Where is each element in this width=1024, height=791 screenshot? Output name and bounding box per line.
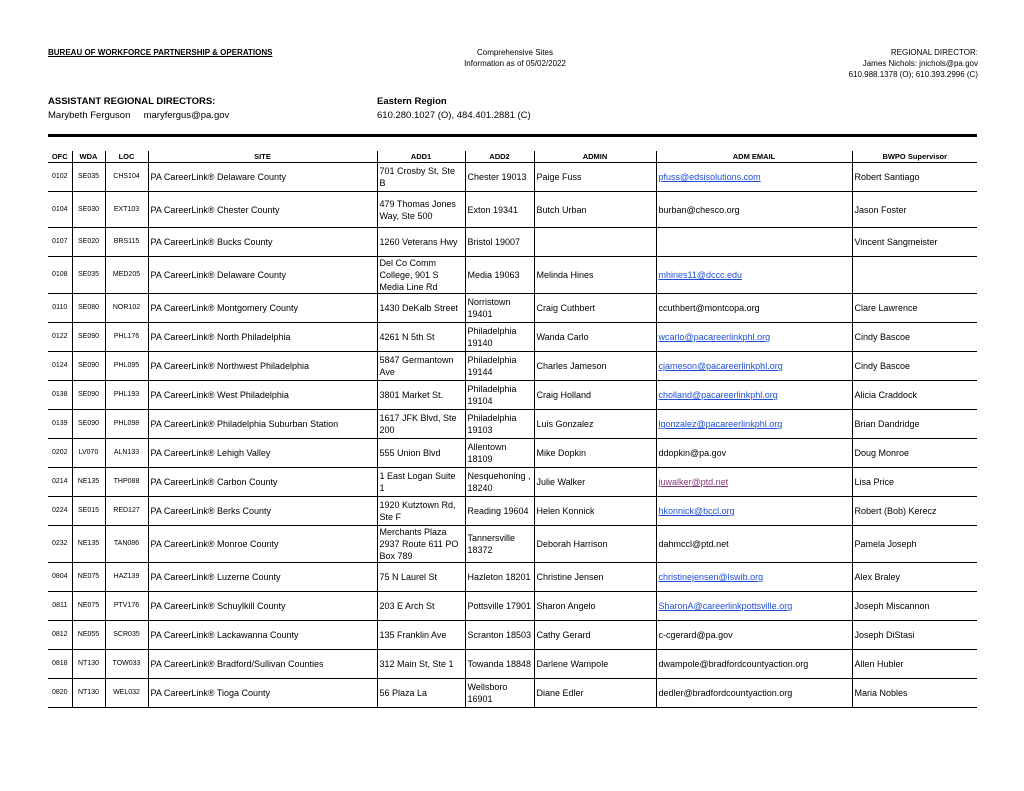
- assistant-directors-block: [48, 95, 229, 123]
- cell-email: ddopkin@pa.gov: [656, 439, 852, 468]
- cell-admin: Deborah Harrison: [534, 526, 656, 563]
- cell-loc: PHL176: [105, 323, 148, 352]
- cell-loc: THP088: [105, 468, 148, 497]
- cell-add1: 56 Plaza La: [377, 679, 465, 708]
- cell-add2: Tannersville 18372: [465, 526, 534, 563]
- cell-add1: 4261 N 5th St: [377, 323, 465, 352]
- cell-email[interactable]: cjameson@pacareerlinkphl.org: [656, 352, 852, 381]
- table-row: [48, 650, 977, 679]
- cell-add2: Norristown 19401: [465, 294, 534, 323]
- cell-supervisor: Pamela Joseph: [852, 526, 977, 563]
- table-row: [48, 563, 977, 592]
- table-row: [48, 323, 977, 352]
- cell-add1: 203 E Arch St: [377, 592, 465, 621]
- table-row: [48, 352, 977, 381]
- cell-site: PA CareerLink® Delaware County: [148, 163, 377, 192]
- cell-add2: Bristol 19007: [465, 228, 534, 257]
- bureau-title: BUREAU OF WORKFORCE PARTNERSHIP & OPERATIONS: [48, 48, 273, 57]
- cell-ofc: 0804: [48, 563, 72, 592]
- cell-ofc: 0108: [48, 257, 72, 294]
- cell-add1: 1 East Logan Suite 1: [377, 468, 465, 497]
- cell-loc: RED127: [105, 497, 148, 526]
- cell-supervisor: Robert Santiago: [852, 163, 977, 192]
- cell-supervisor: Alicia Craddock: [852, 381, 977, 410]
- cell-add1: 1260 Veterans Hwy: [377, 228, 465, 257]
- cell-supervisor: Brian Dandridge: [852, 410, 977, 439]
- cell-site: PA CareerLink® Montgomery County: [148, 294, 377, 323]
- column-header-wda: WDA: [72, 151, 105, 163]
- cell-add2: Reading 19604: [465, 497, 534, 526]
- cell-add2: Media 19063: [465, 257, 534, 294]
- cell-ofc: 0104: [48, 192, 72, 228]
- cell-admin: Craig Cuthbert: [534, 294, 656, 323]
- cell-add1: 75 N Laurel St: [377, 563, 465, 592]
- cell-site: PA CareerLink® North Philadelphia: [148, 323, 377, 352]
- cell-supervisor: Clare Lawrence: [852, 294, 977, 323]
- assistant-director-name: Marybeth Ferguson: [48, 110, 131, 121]
- cell-add1: 701 Crosby St, Ste B: [377, 163, 465, 192]
- cell-site: PA CareerLink® Bradford/Sullivan Counties: [148, 650, 377, 679]
- cell-add2: Scranton 18503: [465, 621, 534, 650]
- regional-director-phone: 610.988.1378 (O); 610.393.2996 (C): [848, 70, 978, 79]
- cell-supervisor: Maria Nobles: [852, 679, 977, 708]
- cell-loc: PTV176: [105, 592, 148, 621]
- cell-ofc: 0122: [48, 323, 72, 352]
- table-row: [48, 294, 977, 323]
- cell-email: c-cgerard@pa.gov: [656, 621, 852, 650]
- cell-ofc: 0138: [48, 381, 72, 410]
- cell-admin: Craig Holland: [534, 381, 656, 410]
- column-header-admin: ADMIN: [534, 151, 656, 163]
- cell-site: PA CareerLink® Delaware County: [148, 257, 377, 294]
- cell-email[interactable]: SharonA@careerlinkpottsville.org: [656, 592, 852, 621]
- cell-admin: Sharon Angelo: [534, 592, 656, 621]
- cell-site: PA CareerLink® Lackawanna County: [148, 621, 377, 650]
- column-header-add2: ADD2: [465, 151, 534, 163]
- table-row: [48, 679, 977, 708]
- cell-loc: BRS115: [105, 228, 148, 257]
- column-header-ofc: OFC: [48, 151, 72, 163]
- cell-wda: NE075: [72, 563, 105, 592]
- table-row: [48, 526, 977, 563]
- cell-add2: Chester 19013: [465, 163, 534, 192]
- cell-loc: TAN086: [105, 526, 148, 563]
- cell-email: ccuthbert@montcopa.org: [656, 294, 852, 323]
- cell-admin: Diane Edler: [534, 679, 656, 708]
- cell-supervisor: Jason Foster: [852, 192, 977, 228]
- cell-site: PA CareerLink® Berks County: [148, 497, 377, 526]
- regional-director-name: James Nichols: jnichols@pa.gov: [862, 59, 978, 68]
- table-row: [48, 497, 977, 526]
- cell-add2: Wellsboro 16901: [465, 679, 534, 708]
- cell-loc: ALN133: [105, 439, 148, 468]
- table-row: [48, 228, 977, 257]
- cell-admin: Julie Walker: [534, 468, 656, 497]
- cell-site: PA CareerLink® Monroe County: [148, 526, 377, 563]
- cell-email: burban@chesco.org: [656, 192, 852, 228]
- cell-admin: Christine Jensen: [534, 563, 656, 592]
- cell-wda: SE030: [72, 192, 105, 228]
- cell-ofc: 0224: [48, 497, 72, 526]
- region-phone: 610.280.1027 (O), 484.401.2881 (C): [377, 110, 531, 121]
- column-header-add1: ADD1: [377, 151, 465, 163]
- assistant-director-email: maryfergus@pa.gov: [143, 110, 230, 121]
- cell-loc: WEL032: [105, 679, 148, 708]
- region-title: Eastern Region: [377, 96, 447, 107]
- cell-add2: Exton 19341: [465, 192, 534, 228]
- cell-supervisor: Lisa Price: [852, 468, 977, 497]
- cell-wda: SE035: [72, 257, 105, 294]
- cell-wda: SE090: [72, 381, 105, 410]
- cell-loc: SCR035: [105, 621, 148, 650]
- cell-supervisor: Joseph Miscannon: [852, 592, 977, 621]
- cell-email[interactable]: mhines11@dccc.edu: [656, 257, 852, 294]
- column-header-supervisor: BWPO Supervisor: [852, 151, 977, 163]
- cell-wda: NE135: [72, 468, 105, 497]
- cell-admin: Helen Konnick: [534, 497, 656, 526]
- cell-add1: Del Co Comm College, 901 S Media Line Rd: [377, 257, 465, 294]
- cell-email[interactable]: wcarlo@pacareerlinkphl.org: [656, 323, 852, 352]
- header-divider: [48, 134, 977, 137]
- cell-email: dwampole@bradfordcountyaction.org: [656, 650, 852, 679]
- column-header-adm-email: ADM EMAIL: [656, 151, 852, 163]
- cell-site: PA CareerLink® Schuylkill County: [148, 592, 377, 621]
- cell-loc: TOW033: [105, 650, 148, 679]
- cell-site: PA CareerLink® Chester County: [148, 192, 377, 228]
- cell-email: dedler@bradfordcountyaction.org: [656, 679, 852, 708]
- cell-admin: Luis Gonzalez: [534, 410, 656, 439]
- cell-supervisor: Cindy Bascoe: [852, 323, 977, 352]
- cell-email: dahmccl@ptd.net: [656, 526, 852, 563]
- cell-add1: 555 Union Blvd: [377, 439, 465, 468]
- cell-add1: 1920 Kutztown Rd, Ste F: [377, 497, 465, 526]
- cell-ofc: 0139: [48, 410, 72, 439]
- cell-wda: SE080: [72, 294, 105, 323]
- cell-ofc: 0811: [48, 592, 72, 621]
- cell-ofc: 0202: [48, 439, 72, 468]
- cell-wda: SE090: [72, 323, 105, 352]
- cell-email[interactable]: lgonzalez@pacareerlinkphl.org: [656, 410, 852, 439]
- cell-loc: PHL193: [105, 381, 148, 410]
- cell-site: PA CareerLink® West Philadelphia: [148, 381, 377, 410]
- cell-wda: NT130: [72, 650, 105, 679]
- report-date: Information as of 05/02/2022: [464, 59, 566, 68]
- cell-site: PA CareerLink® Philadelphia Suburban Station: [148, 410, 377, 439]
- column-header-site: SITE: [148, 151, 377, 163]
- cell-email[interactable]: cholland@pacareerlinkphl.org: [656, 381, 852, 410]
- cell-email[interactable]: juwalker@ptd.net: [656, 468, 852, 497]
- cell-add2: Philadelphia 19104: [465, 381, 534, 410]
- assistant-directors-title: ASSISTANT REGIONAL DIRECTORS:: [48, 96, 216, 107]
- cell-add1: 1617 JFK Blvd, Ste 200: [377, 410, 465, 439]
- cell-admin: Butch Urban: [534, 192, 656, 228]
- cell-supervisor: Doug Monroe: [852, 439, 977, 468]
- report-title-line1: Comprehensive Sites: [476, 48, 554, 57]
- cell-ofc: 0102: [48, 163, 72, 192]
- cell-wda: NE135: [72, 526, 105, 563]
- cell-admin: [534, 228, 656, 257]
- cell-wda: NT130: [72, 679, 105, 708]
- cell-supervisor: Robert (Bob) Kerecz: [852, 497, 977, 526]
- cell-supervisor: Vincent Sangmeister: [852, 228, 977, 257]
- cell-supervisor: [852, 257, 977, 294]
- cell-add2: Nesquehoning , 18240: [465, 468, 534, 497]
- table-row: [48, 410, 977, 439]
- cell-wda: NE075: [72, 592, 105, 621]
- cell-add1: 135 Franklin Ave: [377, 621, 465, 650]
- cell-ofc: 0110: [48, 294, 72, 323]
- table-row: [48, 592, 977, 621]
- cell-admin: Charles Jameson: [534, 352, 656, 381]
- cell-ofc: 0232: [48, 526, 72, 563]
- cell-wda: SE035: [72, 163, 105, 192]
- cell-ofc: 0812: [48, 621, 72, 650]
- sites-table: [48, 151, 977, 708]
- cell-wda: SE015: [72, 497, 105, 526]
- cell-admin: Wanda Carlo: [534, 323, 656, 352]
- cell-loc: EXT103: [105, 192, 148, 228]
- cell-admin: Mike Dopkin: [534, 439, 656, 468]
- regional-director-title: REGIONAL DIRECTOR:: [890, 48, 978, 57]
- cell-site: PA CareerLink® Lehigh Valley: [148, 439, 377, 468]
- cell-add2: Pottsville 17901: [465, 592, 534, 621]
- cell-email: [656, 228, 852, 257]
- cell-ofc: 0107: [48, 228, 72, 257]
- cell-supervisor: Alex Braley: [852, 563, 977, 592]
- cell-loc: HAZ139: [105, 563, 148, 592]
- cell-add1: 479 Thomas Jones Way, Ste 500: [377, 192, 465, 228]
- table-row: [48, 439, 977, 468]
- cell-add2: Philadelphia 19144: [465, 352, 534, 381]
- cell-loc: PHL098: [105, 410, 148, 439]
- table-row: [48, 621, 977, 650]
- cell-supervisor: Allen Hubler: [852, 650, 977, 679]
- cell-add2: Allentown 18109: [465, 439, 534, 468]
- cell-add1: 1430 DeKalb Street: [377, 294, 465, 323]
- table-row: [48, 381, 977, 410]
- cell-admin: Darlene Wampole: [534, 650, 656, 679]
- cell-site: PA CareerLink® Carbon County: [148, 468, 377, 497]
- column-header-loc: LOC: [105, 151, 148, 163]
- cell-wda: NE055: [72, 621, 105, 650]
- cell-supervisor: Joseph DiStasi: [852, 621, 977, 650]
- cell-wda: SE090: [72, 352, 105, 381]
- table-row: [48, 257, 977, 294]
- cell-ofc: 0124: [48, 352, 72, 381]
- cell-add1: 3801 Market St.: [377, 381, 465, 410]
- cell-ofc: 0820: [48, 679, 72, 708]
- cell-admin: Cathy Gerard: [534, 621, 656, 650]
- cell-add2: Philadelphia 19103: [465, 410, 534, 439]
- cell-email[interactable]: christinejensen@lswib.org: [656, 563, 852, 592]
- cell-wda: LV070: [72, 439, 105, 468]
- cell-wda: SE020: [72, 228, 105, 257]
- cell-add1: Merchants Plaza 2937 Route 611 PO Box 789: [377, 526, 465, 563]
- cell-loc: CHS104: [105, 163, 148, 192]
- cell-ofc: 0214: [48, 468, 72, 497]
- cell-add1: 312 Main St, Ste 1: [377, 650, 465, 679]
- cell-supervisor: Cindy Bascoe: [852, 352, 977, 381]
- cell-admin: Melinda Hines: [534, 257, 656, 294]
- cell-site: PA CareerLink® Luzerne County: [148, 563, 377, 592]
- cell-add2: Philadelphia 19140: [465, 323, 534, 352]
- table-header-row: [48, 151, 977, 163]
- regional-director-block: [849, 47, 978, 80]
- cell-email[interactable]: pfuss@edsisolutions.com: [656, 163, 852, 192]
- cell-loc: MED205: [105, 257, 148, 294]
- table-row: [48, 163, 977, 192]
- table-row: [48, 468, 977, 497]
- table-row: [48, 192, 977, 228]
- cell-add1: 5847 Germantown Ave: [377, 352, 465, 381]
- cell-site: PA CareerLink® Northwest Philadelphia: [148, 352, 377, 381]
- region-block: [377, 95, 531, 123]
- cell-loc: PHL095: [105, 352, 148, 381]
- cell-add2: Hazleton 18201: [465, 563, 534, 592]
- cell-wda: SE090: [72, 410, 105, 439]
- cell-loc: NOR102: [105, 294, 148, 323]
- cell-site: PA CareerLink® Tioga County: [148, 679, 377, 708]
- cell-admin: Paige Fuss: [534, 163, 656, 192]
- cell-add2: Towanda 18848: [465, 650, 534, 679]
- cell-ofc: 0818: [48, 650, 72, 679]
- cell-email[interactable]: hkonnick@bccl.org: [656, 497, 852, 526]
- report-title: [420, 47, 610, 69]
- cell-site: PA CareerLink® Bucks County: [148, 228, 377, 257]
